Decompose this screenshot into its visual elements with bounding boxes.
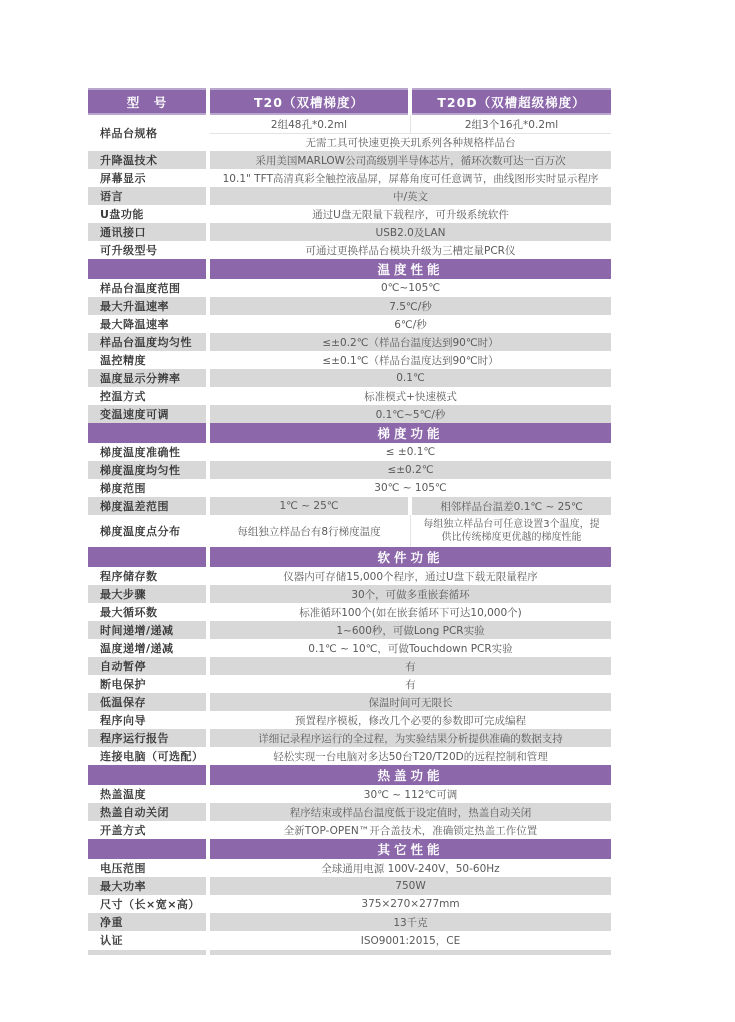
row-value-t20d: 每组独立样品台可任意设置3个温度，提供比传统梯度更优越的梯度性能 (412, 515, 611, 547)
table-row (88, 859, 611, 877)
row-label: 程序运行报告 (88, 729, 206, 747)
row-label: 最大功率 (88, 877, 206, 895)
table-row (88, 585, 611, 603)
table-row (88, 603, 611, 621)
row-label: 断电保护 (88, 675, 206, 693)
row-label: 认证 (88, 931, 206, 949)
row-label: 梯度温度准确性 (88, 443, 206, 461)
row-label: 控温方式 (88, 387, 206, 405)
table-row (88, 279, 611, 297)
section-bar-left-segment (88, 547, 206, 567)
section-title: 软件功能 (210, 547, 611, 567)
table-row (88, 223, 611, 241)
row-value: 仪器内可存储15,000个程序，通过U盘下载无限量程序 (210, 567, 611, 585)
row-label: 最大循环数 (88, 603, 206, 621)
section-title: 热盖功能 (210, 765, 611, 785)
table-row (88, 187, 611, 205)
row-label: 温度显示分辨率 (88, 369, 206, 387)
table-row (88, 369, 611, 387)
row-value-t20d: 相邻样品台温差0.1℃ ~ 25℃ (412, 497, 611, 515)
row-value: 6℃/秒 (210, 315, 611, 333)
table-row (88, 877, 611, 895)
row-label: U盘功能 (88, 205, 206, 223)
row-value: 375×270×277mm (210, 895, 611, 913)
table-row (88, 639, 611, 657)
row-value: 全新TOP-OPEN™开合盖技术，准确锁定热盖工作位置 (210, 821, 611, 839)
table-row (88, 913, 611, 931)
row-label: 梯度范围 (88, 479, 206, 497)
row-value: 保温时间可无限长 (210, 693, 611, 711)
table-row (88, 821, 611, 839)
table-row (88, 711, 611, 729)
table-row (88, 621, 611, 639)
section-bar-left-segment (88, 839, 206, 859)
row-value: 标准循环100个(如在嵌套循环下可达10,000个) (210, 603, 611, 621)
row-label: 屏幕显示 (88, 169, 206, 187)
row-value: ≤±0.1℃（样品台温度达到90℃时） (210, 351, 611, 369)
dual-line-2-merged-value: 无需工具可快速更换天玑系列各种规格样品台 (210, 134, 611, 151)
row-value: 0℃~105℃ (210, 279, 611, 297)
row-value: ISO9001:2015，CE (210, 931, 611, 949)
row-value: 中/英文 (210, 187, 611, 205)
section-bar-left-segment (88, 259, 206, 279)
section-bar-left-segment (88, 765, 206, 785)
table-row (88, 657, 611, 675)
table-row (88, 479, 611, 497)
table-row (88, 497, 611, 515)
end-strip-label-segment (88, 950, 206, 955)
row-value: 30℃ ~ 112℃可调 (210, 785, 611, 803)
table-row (88, 115, 611, 151)
row-label: 通讯接口 (88, 223, 206, 241)
row-value: 30℃ ~ 105℃ (210, 479, 611, 497)
table-row (88, 785, 611, 803)
table-end-strip (88, 950, 611, 955)
row-value: 标准模式+快速模式 (210, 387, 611, 405)
row-label: 热盖温度 (88, 785, 206, 803)
row-value: 10.1" TFT高清真彩全触控液晶屏，屏幕角度可任意调节，曲线图形实时显示程序 (210, 169, 611, 187)
section-header-temperature (88, 259, 611, 279)
row-label: 样品台温度均匀性 (88, 333, 206, 351)
header-model-label: 型 号 (88, 88, 206, 115)
row-label: 连接电脑（可选配） (88, 747, 206, 765)
row-value: 可通过更换样品台模块升级为三槽定量PCR仪 (210, 241, 611, 259)
row-value: ≤±0.2℃ (210, 461, 611, 479)
row-label: 语言 (88, 187, 206, 205)
table-row (88, 931, 611, 949)
table-row (88, 241, 611, 259)
row-label: 自动暂停 (88, 657, 206, 675)
row-label: 最大步骤 (88, 585, 206, 603)
row-value: 30个，可做多重嵌套循环 (210, 585, 611, 603)
table-row (88, 693, 611, 711)
row-value: 13千克 (210, 913, 611, 931)
table-row (88, 803, 611, 821)
row-label: 电压范围 (88, 859, 206, 877)
table-row (88, 729, 611, 747)
table-row (88, 747, 611, 765)
section-title: 梯度功能 (210, 423, 611, 443)
dual-value-block (210, 115, 611, 151)
header-t20: T20（双槽梯度） (210, 88, 408, 115)
row-value: 轻松实现一台电脑对多达50台T20/T20D的远程控制和管理 (210, 747, 611, 765)
row-value: 0.1℃ ~ 10℃，可做Touchdown PCR实验 (210, 639, 611, 657)
row-value-t20: 每组独立样品台有8行梯度温度 (210, 515, 408, 547)
row-value: ≤ ±0.1℃ (210, 443, 611, 461)
row-label: 时间递增/递减 (88, 621, 206, 639)
table-row (88, 567, 611, 585)
row-label: 梯度温度均匀性 (88, 461, 206, 479)
row-label: 可升级型号 (88, 241, 206, 259)
row-label: 尺寸（长×宽×高） (88, 895, 206, 913)
row-label: 开盖方式 (88, 821, 206, 839)
row-value: 7.5℃/秒 (210, 297, 611, 315)
row-label: 温度递增/递减 (88, 639, 206, 657)
section-header-hotlid (88, 765, 611, 785)
row-value-t20: 2组48孔*0.2ml (210, 115, 408, 133)
dual-line-1 (210, 115, 611, 134)
row-label: 最大降温速率 (88, 315, 206, 333)
table-row (88, 333, 611, 351)
table-header-row (88, 88, 611, 115)
row-label: 变温速度可调 (88, 405, 206, 423)
row-value-t20: 1℃ ~ 25℃ (210, 497, 408, 515)
section-title: 温度性能 (210, 259, 611, 279)
table-row (88, 169, 611, 187)
table-row (88, 405, 611, 423)
table-row (88, 151, 611, 169)
section-bar-left-segment (88, 423, 206, 443)
table-row (88, 351, 611, 369)
table-body (88, 115, 611, 949)
row-value: 750W (210, 877, 611, 895)
table-row (88, 205, 611, 223)
table-row (88, 315, 611, 333)
row-label: 程序储存数 (88, 567, 206, 585)
row-value: 0.1℃ (210, 369, 611, 387)
row-value: 全球通用电源 100V-240V，50-60Hz (210, 859, 611, 877)
row-value: 通过U盘无限量下载程序，可升级系统软件 (210, 205, 611, 223)
table-row (88, 387, 611, 405)
row-label: 净重 (88, 913, 206, 931)
row-value-t20d: 2组3个16孔*0.2ml (412, 115, 611, 133)
section-header-software (88, 547, 611, 567)
header-t20d: T20D（双槽超级梯度） (412, 88, 611, 115)
row-label: 梯度温度点分布 (88, 515, 206, 547)
row-label: 热盖自动关闭 (88, 803, 206, 821)
row-value: 0.1℃~5℃/秒 (210, 405, 611, 423)
row-label: 样品台温度范围 (88, 279, 206, 297)
spec-table (88, 88, 611, 955)
row-value: USB2.0及LAN (210, 223, 611, 241)
section-header-other (88, 839, 611, 859)
table-row (88, 895, 611, 913)
row-label: 程序向导 (88, 711, 206, 729)
row-value: 采用美国MARLOW公司高级别半导体芯片，循环次数可达一百万次 (210, 151, 611, 169)
row-value: ≤±0.2℃（样品台温度达到90℃时） (210, 333, 611, 351)
row-value: 详细记录程序运行的全过程，为实验结果分析提供准确的数据支持 (210, 729, 611, 747)
table-row (88, 675, 611, 693)
row-label: 样品台规格 (88, 115, 206, 151)
row-label: 温控精度 (88, 351, 206, 369)
table-row (88, 461, 611, 479)
table-row (88, 515, 611, 547)
section-title: 其它性能 (210, 839, 611, 859)
end-strip-value-segment (210, 950, 611, 955)
table-row (88, 297, 611, 315)
row-value: 预置程序模板，修改几个必要的参数即可完成编程 (210, 711, 611, 729)
row-value: 程序结束或样品台温度低于设定值时，热盖自动关闭 (210, 803, 611, 821)
row-value: 有 (210, 657, 611, 675)
row-label: 最大升温速率 (88, 297, 206, 315)
row-label: 低温保存 (88, 693, 206, 711)
row-label: 梯度温差范围 (88, 497, 206, 515)
section-header-gradient (88, 423, 611, 443)
table-row (88, 443, 611, 461)
row-label: 升降温技术 (88, 151, 206, 169)
row-value: 有 (210, 675, 611, 693)
row-value: 1~600秒，可做Long PCR实验 (210, 621, 611, 639)
